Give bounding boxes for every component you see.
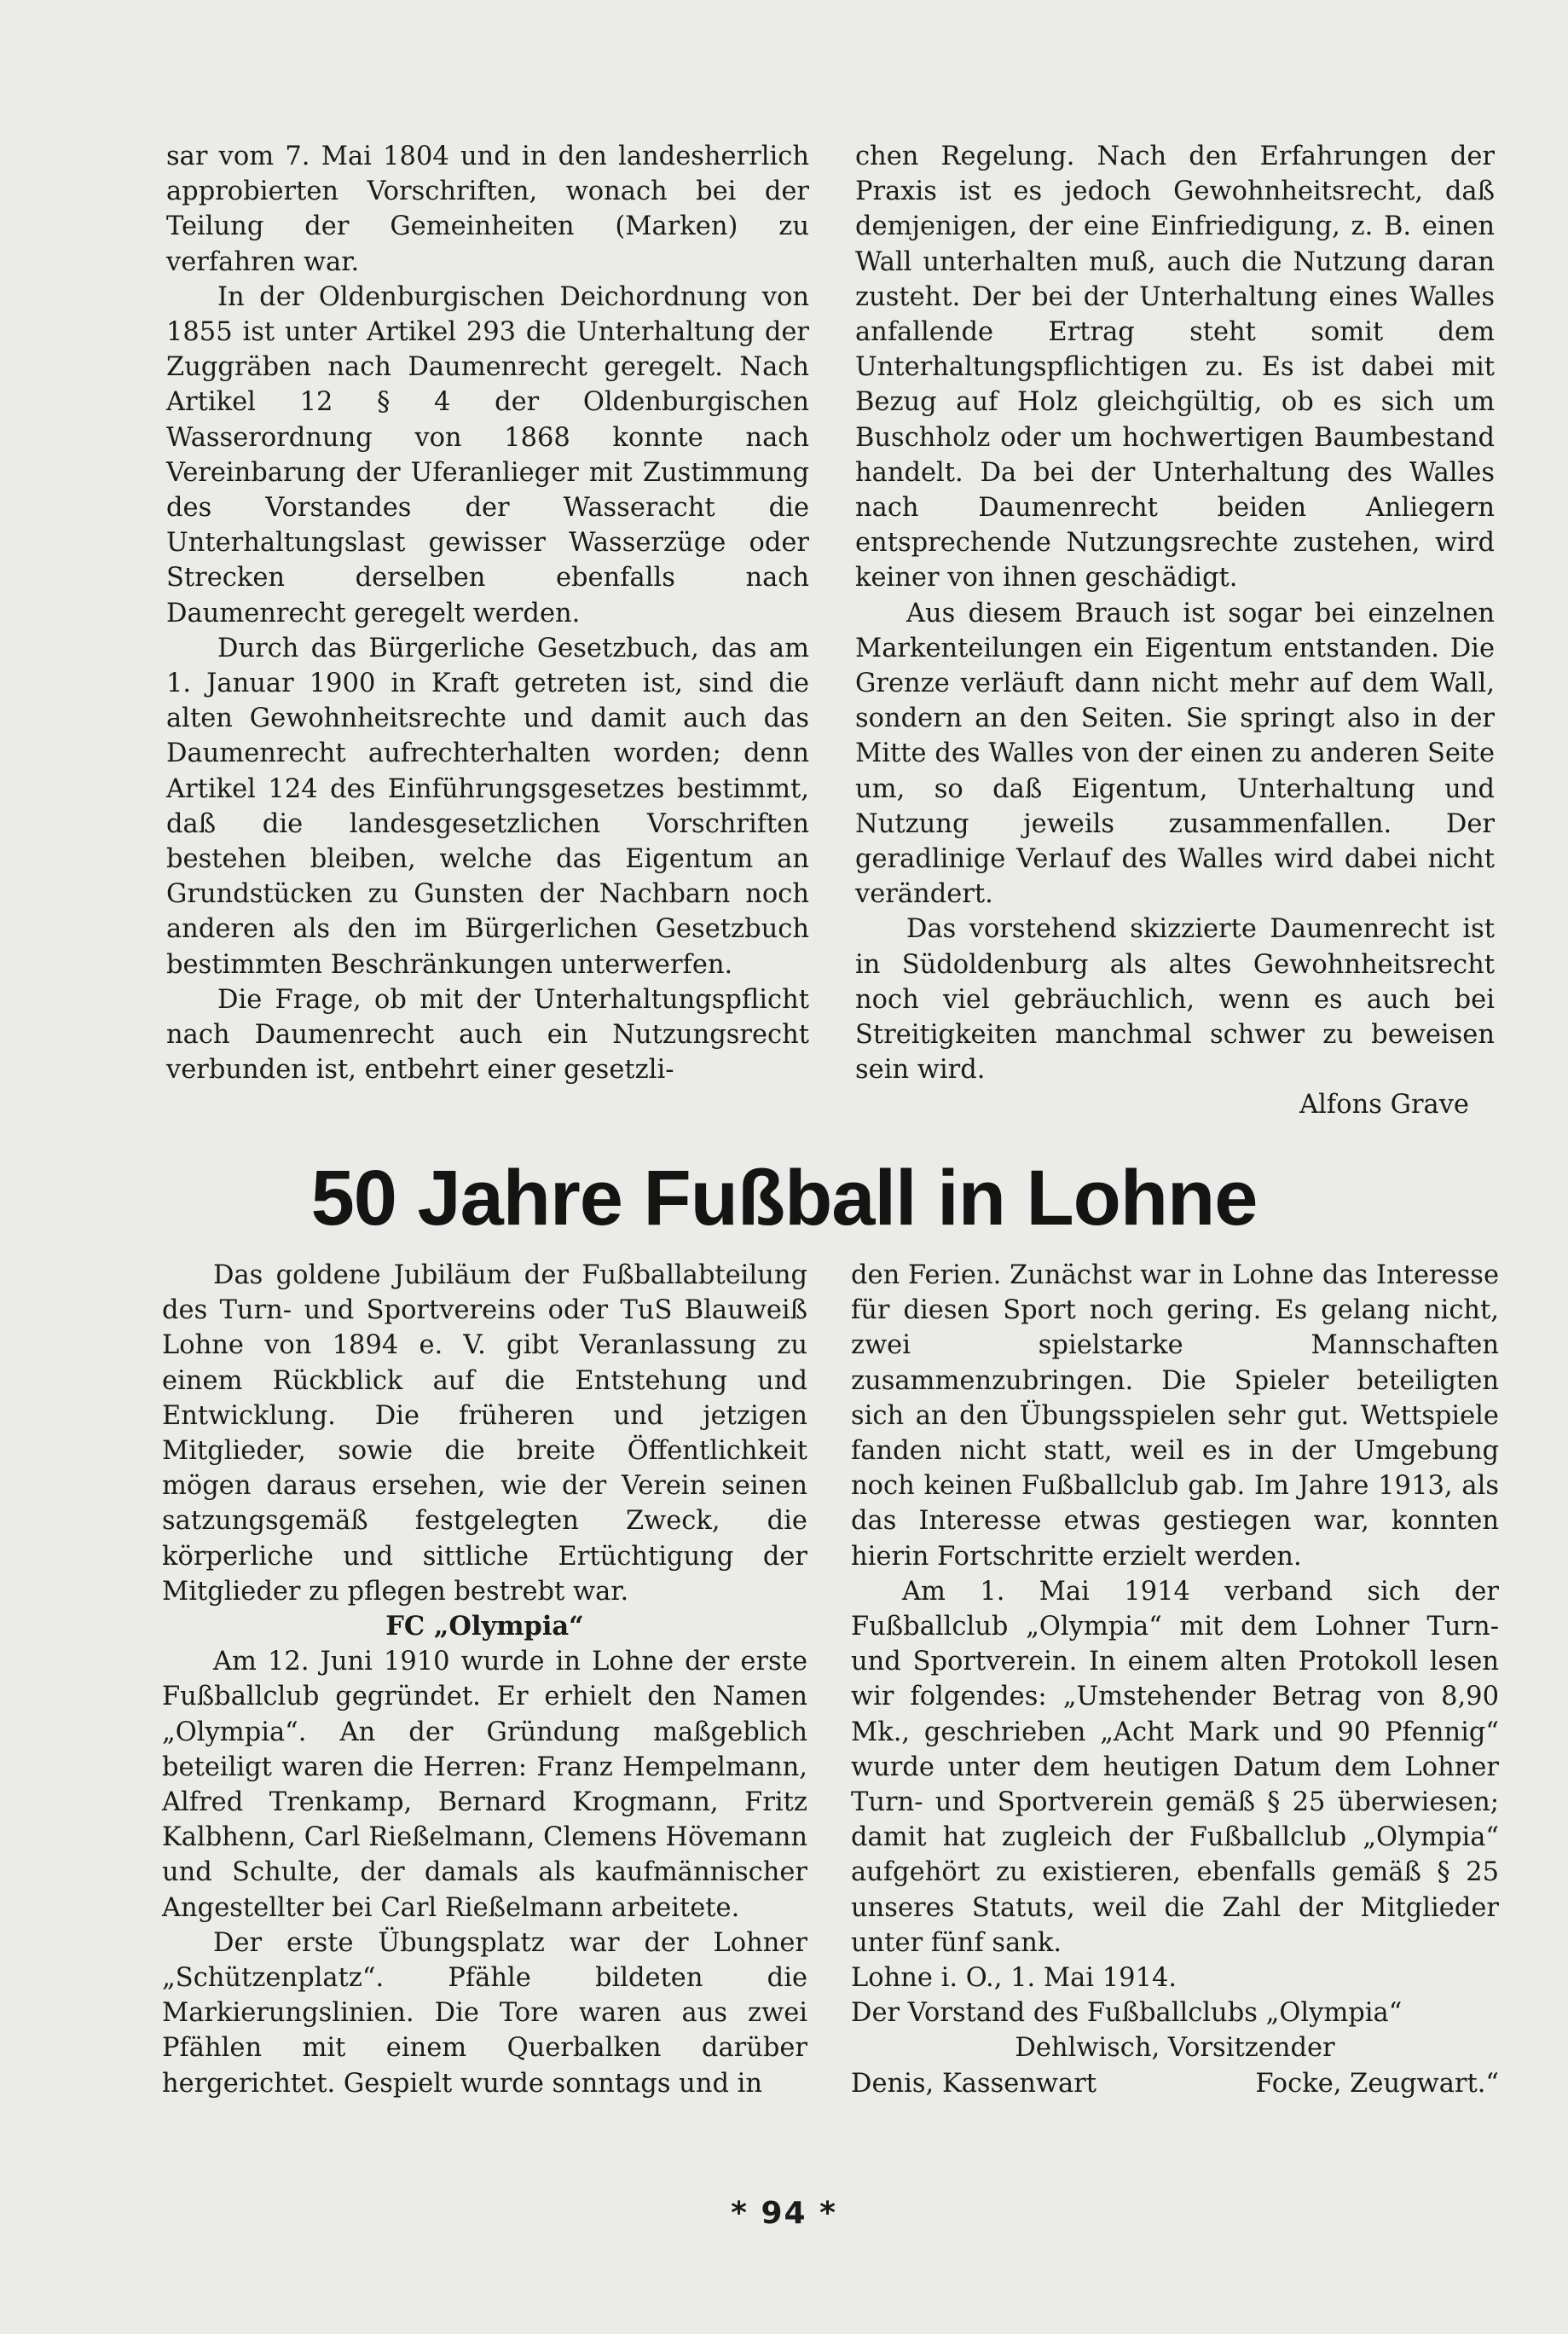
article2-chairman: Dehlwisch, Vorsitzender [1015,2033,1335,2064]
article2-officers-row [851,2066,1499,2101]
article1-right-paragraph-2: Aus diesem Brauch ist sogar bei einzelnen Markenteilungen ein Eigentum entstanden. Die Grenze verläuft dann nicht mehr auf dem Wall, sondern an den Seiten. Sie springt also in der Mitte des Walles von der einen zu anderen Seite um, so daß Eigentum, Unterhaltung und Nutzung jeweils zusammenfallen. Der geradlinige Verlauf des Walles wird dabei nicht verändert. [855,598,1495,910]
article2-board-line: Der Vorstand des Fußballclubs „Olympia“ [851,1998,1403,2029]
article2-right-paragraph-2: Am 1. Mai 1914 verband sich der Fußballclub „Olympia“ mit dem Lohner Turn- und Sportverein. In einem alten Protokoll lesen wir folgendes: „Umstehender Betrag von 8,90 Mk., geschrieben „Acht Mark und 90 Pfennig“ wurde unter dem heutigen Datum dem Lohner Turn- und Sportverein gemäß § 25 überwiesen; damit hat zugleich der Fußballclub „Olympia“ aufgehört zu existieren, ebenfalls gemäß § 25 unseres Statuts, weil die Zahl der Mitglieder unter fünf sank. [851,1576,1499,1958]
article2-left-column [162,1258,807,2101]
article2-place-date: Lohne i. O., 1. Mai 1914. [851,1963,1177,1994]
article1-left-paragraph-3: Durch das Bürgerliche Gesetzbuch, das am 1. Januar 1900 in Kraft getreten ist, sind die alten Gewohnheitsrechte und damit auch das Daumenrecht aufrechterhalten worden; denn Artikel 124 des Einführungsgesetzes bestimmt, daß die landesgesetzlichen Vorschriften bestehen bleiben, welche das Eigentum an Grundstücken zu Gunsten der Nachbarn noch anderen als den im Bürgerlichen Gesetzbuch bestimmten Beschränkungen unterwerfen. [166,633,809,980]
article2-right-column [851,1258,1499,2101]
article2-right-paragraph-1: den Ferien. Zunächst war in Lohne das Interesse für diesen Sport noch gering. Es gelang nicht, zwei spielstarke Mannschaften zusammenzubringen. Die Spieler beteiligten sich an den Übungsspielen sehr gut. Wettspiele fanden nicht statt, weil es in der Umgebung noch keinen Fußballclub gab. Im Jahre 1913, als das Interesse etwas gestiegen war, konnten hierin Fortschritte erzielt werden. [851,1260,1499,1572]
article1-left-paragraph-4: Die Frage, ob mit der Unterhaltungspflicht nach Daumenrecht auch ein Nutzungsrecht verbunden ist, entbehrt einer gesetzli- [166,984,809,1086]
article2-equipment-manager: Focke, Zeugwart.“ [1255,2068,1499,2099]
article1-right-column [855,139,1495,1123]
article2-left-paragraph-2: Der erste Übungsplatz war der Lohner „Schützenplatz“. Pfähle bildeten die Markierungslinien. Die Tore waren aus zwei Pfählen mit einem Querbalken darüber hergerichtet. Gespielt wurde sonntags und in [162,1927,807,2099]
article2-intro-paragraph: Das goldene Jubiläum der Fußballabteilung des Turn- und Sportvereins oder TuS Blauweiß Lohne von 1894 e. V. gibt Veranlassung zu einem Rückblick auf die Entstehung und Entwicklung. Die früheren und jetzigen Mitglieder, sowie die breite Öffentlichkeit mögen daraus ersehen, wie der Verein seinen satzungsgemäß festgelegten Zweck, die körperliche und sittliche Ertüchtigung der Mitglieder zu pflegen bestrebt war. [162,1260,807,1607]
article2-left-paragraph-1: Am 12. Juni 1910 wurde in Lohne der erste Fußballclub gegründet. Er erhielt den Namen „Olympia“. An der Gründung maßgeblich beteiligt waren die Herren: Franz Hempelmann, Alfred Trenkamp, Bernard Krogmann, Fritz Kalbhenn, Carl Rießelmann, Clemens Hövemann und Schulte, der damals als kaufmännischer Angestellter bei Carl Rießelmann arbeitete. [162,1647,807,1923]
article2-subheading: FC „Olympia“ [385,1611,584,1642]
article1-left-paragraph-2: In der Oldenburgischen Deichordnung von 1855 ist unter Artikel 293 die Unterhaltung der Zuggräben nach Daumenrecht geregelt. Nach Artikel 12 § 4 der Oldenburgischen Wasserordnung von 1868 konnte nach Vereinbarung der Uferanlieger mit Zustimmung des Vorstandes der Wasseracht die Unterhaltungslast gewisser Wasserzüge oder Strecken derselben ebenfalls nach Daumenrecht geregelt werden. [166,281,809,628]
article1-right-paragraph-3: Das vorstehend skizzierte Daumenrecht ist in Südoldenburg als altes Gewohnheitsrecht noch viel gebräuchlich, wenn es auch bei Streitigkeiten manchmal schwer zu beweisen sein wird. [855,914,1495,1086]
page-number: * 94 * [731,2196,837,2231]
article1-left-paragraph-1: sar vom 7. Mai 1804 und in den landesherrlich approbierten Vorschriften, wonach bei der Teilung der Gemeinheiten (Marken) zu verfahren war. [166,142,809,277]
article2-treasurer: Denis, Kassenwart [851,2068,1097,2099]
article1-author: Alfons Grave [1299,1090,1469,1121]
article1-right-paragraph-1: chen Regelung. Nach den Erfahrungen der Praxis ist es jedoch Gewohnheitsrecht, daß demjenigen, der eine Einfriedigung, z. B. einen Wall unterhalten muß, auch die Nutzung daran zusteht. Der bei der Unterhaltung eines Walles anfallende Ertrag steht somit dem Unterhaltungspflichtigen zu. Es ist dabei mit Bezug auf Holz gleichgültig, ob es sich um Buschholz oder um hochwertigen Baumbestand handelt. Da bei der Unterhaltung des Walles nach Daumenrecht beiden Anliegern entsprechende Nutzungsrechte zustehen, wird keiner von ihnen geschädigt. [855,142,1495,594]
article1-left-column [166,139,809,1087]
article2-title: 50 Jahre Fußball in Lohne [310,1155,1258,1242]
